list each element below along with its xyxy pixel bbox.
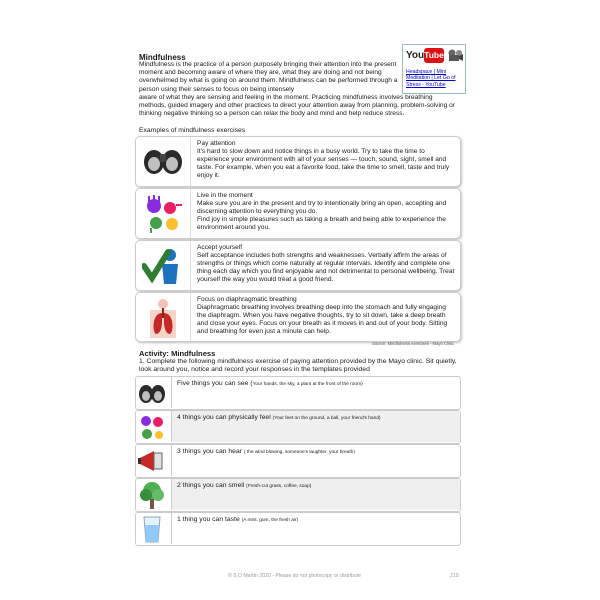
megaphone-icon xyxy=(136,445,168,477)
example-body: Diaphragmatic breathing involves breathing deep into the stomach and fully engaging the diaphragm. When you have negative thoughts, try to sit down, take a deep breath and close your eyes. Focus on your breath as it moves in and out of your body. Sitting and breathing for even just a minute can help. xyxy=(197,303,448,335)
tree-icon xyxy=(136,479,168,511)
binoculars-icon xyxy=(136,137,191,186)
film-reel-icon xyxy=(447,49,463,61)
page-number: 210 xyxy=(450,573,459,579)
response-field[interactable]: 2 things you can smell (Fresh-cut grass, coffee, soap) xyxy=(171,479,460,510)
source-caption: Source: Mindfulness exercises - Mayo Clinic xyxy=(372,341,455,346)
example-title: Accept yourself xyxy=(197,244,243,251)
intro-paragraph: Mindfulness is the practice of a person purposely bringing their attention into the present moment and becoming aware of where they are, what they are doing and not being overwhelmed by what is going on around them. Mindfulness can be performed through a person using their senses to focus on being intensely xyxy=(139,61,398,93)
activity-row-taste xyxy=(135,512,461,546)
lungs-icon xyxy=(136,293,191,341)
youtube-video-link-box[interactable] xyxy=(402,44,466,94)
activity-title: Activity: Mindfulness xyxy=(139,349,216,358)
youtube-link[interactable]: Headspace | Mini Meditation | Let Go of Stress - YouTube xyxy=(406,69,456,88)
handprints-icon xyxy=(136,411,168,443)
example-card-diaphragmatic-breathing xyxy=(135,292,461,342)
activity-row-hear xyxy=(135,444,461,478)
activity-row-see xyxy=(135,376,461,410)
example-card-accept-yourself xyxy=(135,240,461,291)
activity-row-feel xyxy=(135,410,461,444)
binoculars-icon xyxy=(136,377,168,409)
example-title: Focus on diaphragmatic breathing xyxy=(197,296,297,303)
copyright-footer: © S D Martin 2020 - Please do not photocopy or distribute xyxy=(228,573,362,579)
example-body: Self acceptance includes both strengths and weaknesses. Verbally affirm the areas of strengths or things which come naturally at regular intervals. Identify and complete one thing each day which you find enjoyable and not detrimental to personal wellbeing. Treat yourself the way you would treat a good friend. xyxy=(197,251,455,283)
youtube-logo: You Tube xyxy=(406,50,444,61)
example-title: Live in the moment xyxy=(197,192,253,199)
response-field[interactable]: Five things you can see (Your hands, the sky, a plant at the front of the room) xyxy=(171,377,460,408)
example-card-live-in-moment xyxy=(135,188,461,239)
example-card-pay-attention xyxy=(135,136,461,187)
response-field[interactable]: 1 thing you can taste (A mint, gum, the fresh air) xyxy=(171,513,460,544)
example-title: Pay attention xyxy=(197,140,236,147)
activity-row-smell xyxy=(135,478,461,512)
handprints-icon xyxy=(136,189,191,238)
section-title: Mindfulness xyxy=(139,53,186,62)
activity-instructions: 1. Complete the following mindfulness exercise of paying attention provided by the Mayo clinic. Sit quietly, look around you, notice and record your responses in the templates provided xyxy=(139,358,457,374)
accept-person-icon xyxy=(136,241,191,290)
water-glass-icon xyxy=(136,513,168,545)
intro-paragraph-continued: aware of what they are sensing and feeling in the moment. Practicing mindfulness involves breathing methods, guided imagery and other practices to direct your attention away from planning, problem-solving or thinking negative thinking so a person can relax the body and mind and help reduce stress. xyxy=(139,94,455,118)
example-body: Make sure you are in the present and try to intentionally bring an open, accepting and discerning attention to everything you do. Find joy in simple pleasures such as taking a breath and being able to experience the environment around you. xyxy=(197,199,447,231)
examples-heading: Examples of mindfulness exercises xyxy=(139,127,246,134)
response-field[interactable]: 3 things you can hear ( the wind blowing, someone's laughter, your breath) xyxy=(171,445,460,476)
example-body: It's hard to slow down and notice things in a busy world. Try to take the time to experience your environment with all of your senses — touch, sound, sight, smell and taste. For example, when you eat a favorite food, take the time to smell, taste and truly enjoy it. xyxy=(197,147,450,179)
response-field[interactable]: 4 things you can physically feel (Your feet on the ground, a ball, your friend's hand) xyxy=(171,411,460,442)
